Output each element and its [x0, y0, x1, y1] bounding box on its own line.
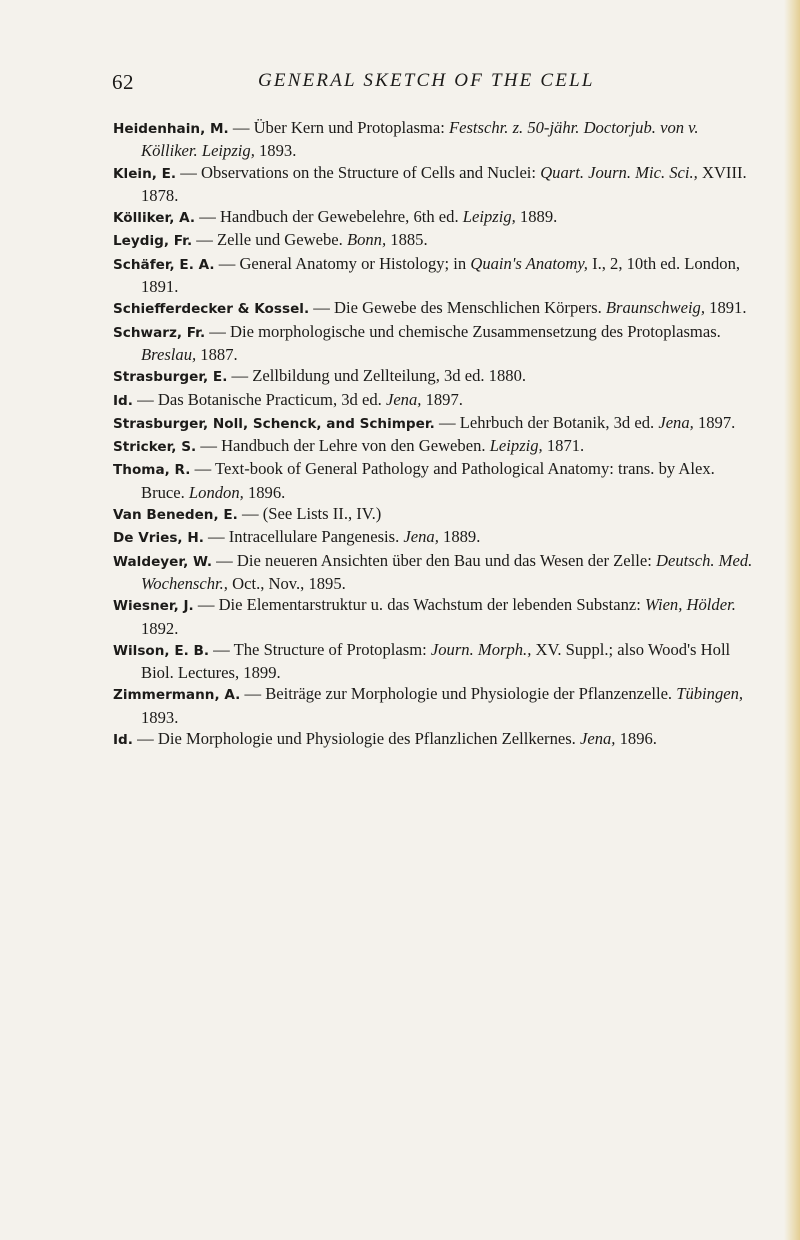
- reference-text: Handbuch der Lehre von den Geweben.: [221, 436, 490, 456]
- reference-separator: —: [132, 389, 158, 409]
- reference-author: Zimmermann, A.: [113, 687, 241, 704]
- reference-separator: —: [227, 366, 253, 386]
- reference-publication: Jena,: [579, 729, 616, 749]
- reference-separator: —: [228, 118, 254, 137]
- page-header: [0, 70, 800, 100]
- reference-publication: Quain's Anatomy,: [470, 253, 588, 273]
- reference-text: Die Elementarstruktur u. das Wachstum der lebenden Substanz:: [218, 595, 646, 615]
- reference-rest: 1889.: [438, 527, 481, 547]
- reference-separator: —: [196, 436, 222, 456]
- reference-publication: Jena,: [658, 412, 694, 432]
- reference-text: Beiträge zur Morphologie und Physiologie der Pflanzenzelle.: [265, 684, 677, 704]
- reference-text: (See Lists II., IV.): [262, 504, 382, 524]
- reference-publication: Tübingen,: [676, 684, 744, 704]
- reference-rest: 1891.: [705, 298, 747, 318]
- reference-text: Die Gewebe des Menschlichen Körpers.: [334, 298, 606, 318]
- reference-text: General Anatomy or Histology; in: [239, 253, 471, 273]
- reference-rest: 1887.: [196, 344, 238, 364]
- reference-rest: 1896.: [243, 482, 286, 502]
- reference-separator: —: [240, 684, 266, 704]
- reference-author: Id.: [113, 392, 133, 409]
- reference-author: Stricker, S.: [113, 439, 197, 456]
- reference-separator: —: [190, 459, 216, 479]
- reference-publication: Leipzig,: [489, 436, 543, 456]
- reference-publication: Breslau,: [141, 344, 197, 364]
- reference-author: Wilson, E. B.: [113, 642, 210, 659]
- reference-publication: Jena,: [385, 389, 422, 409]
- reference-author: Wiesner, J.: [113, 598, 194, 615]
- reference-rest: Oct., Nov., 1895.: [227, 573, 346, 593]
- reference-entry: [113, 526, 758, 549]
- reference-separator: —: [205, 321, 231, 341]
- reference-text: Die morphologische und chemische Zusammensetzung des Protoplasmas.: [230, 321, 721, 341]
- reference-rest: 1897.: [421, 389, 463, 409]
- reference-author: Thoma, R.: [113, 462, 191, 479]
- reference-entry: [113, 253, 758, 298]
- reference-rest: 1892.: [141, 618, 179, 638]
- reference-text: The Structure of Protoplasm:: [233, 639, 431, 659]
- reference-text: Die neueren Ansichten über den Bau und das Wesen der Zelle:: [236, 550, 656, 570]
- reference-text: Text-book of General Pathology and Pathological Anatomy: trans. by Alex. Bruce.: [141, 459, 715, 502]
- reference-publication: Deutsch. Med. Wochenschr.,: [141, 550, 753, 593]
- reference-author: Schwarz, Fr.: [113, 324, 206, 341]
- reference-entry: [113, 458, 758, 503]
- reference-publication: Festschr. z. 50-jähr. Doctorjub. von v. Kölliker. Leipzig,: [141, 118, 699, 161]
- running-head: GENERAL SKETCH OF THE CELL: [258, 70, 595, 91]
- reference-entry: [113, 389, 758, 412]
- reference-entry: [113, 117, 758, 162]
- reference-rest: XV. Suppl.; also Wood's Holl Biol. Lectures, 1899.: [141, 639, 731, 683]
- reference-publication: Quart. Journ. Mic. Sci.,: [540, 162, 698, 182]
- reference-separator: —: [237, 504, 263, 524]
- reference-entry: [113, 728, 758, 751]
- reference-author: Waldeyer, W.: [113, 553, 213, 570]
- reference-author: Van Beneden, E.: [113, 507, 238, 524]
- reference-text: Zelle und Gewebe.: [217, 230, 347, 250]
- reference-entry: [113, 297, 758, 320]
- reference-author: Schäfer, E. A.: [113, 256, 215, 273]
- reference-author: Strasburger, Noll, Schenck, and Schimper.: [113, 415, 435, 432]
- reference-separator: —: [434, 412, 460, 432]
- reference-text: Lehrbuch der Botanik, 3d ed.: [459, 412, 659, 432]
- reference-entry: [113, 550, 758, 595]
- reference-publication: Leipzig,: [462, 207, 516, 227]
- reference-entry: [113, 321, 758, 366]
- reference-publication: Braunschweig,: [605, 298, 705, 318]
- reference-text: Observations on the Structure of Cells and Nuclei:: [201, 162, 541, 182]
- reference-rest: 1889.: [515, 207, 558, 227]
- reference-separator: —: [192, 230, 217, 250]
- reference-separator: —: [203, 527, 229, 547]
- reference-author: De Vries, H.: [113, 530, 204, 547]
- reference-rest: 1897.: [693, 412, 736, 432]
- reference-publication: Wien, Hölder.: [645, 595, 736, 615]
- reference-publication: Journ. Morph.,: [430, 639, 532, 659]
- page-edge: [784, 0, 800, 1240]
- reference-author: Klein, E.: [113, 165, 177, 182]
- reference-entry: [113, 206, 758, 229]
- reference-publication: Jena,: [403, 527, 439, 547]
- reference-separator: —: [132, 729, 158, 749]
- reference-entry: [113, 162, 758, 207]
- reference-author: Strasburger, E.: [113, 369, 228, 386]
- reference-author: Schiefferdecker & Kossel.: [113, 301, 310, 318]
- reference-publication: London,: [188, 482, 244, 502]
- reference-rest: I., 2, 10th ed. London, 1891.: [141, 253, 741, 297]
- reference-entry: [113, 229, 758, 252]
- reference-rest: 1885.: [386, 230, 428, 250]
- reference-publication: Bonn,: [346, 230, 387, 250]
- reference-author: Id.: [113, 732, 133, 749]
- reference-author: Leydig, Fr.: [113, 233, 193, 250]
- reference-rest: 1871.: [542, 436, 585, 456]
- reference-text: Handbuch der Gewebelehre, 6th ed.: [219, 207, 463, 227]
- reference-separator: —: [193, 595, 219, 615]
- reference-rest: XVIII. 1878.: [141, 162, 747, 205]
- reference-separator: —: [214, 253, 240, 273]
- reference-entry: [113, 365, 758, 388]
- reference-entry: [113, 594, 758, 639]
- reference-separator: —: [176, 162, 201, 182]
- page-number: 62: [112, 70, 134, 94]
- reference-separator: —: [209, 639, 234, 659]
- reference-entry: [113, 683, 758, 728]
- reference-rest: 1893.: [254, 141, 297, 161]
- reference-author: Kölliker, A.: [113, 210, 196, 227]
- reference-author: Heidenhain, M.: [113, 121, 229, 137]
- reference-separator: —: [212, 550, 237, 570]
- reference-text: Die Morphologie und Physiologie des Pflanzlichen Zellkernes.: [157, 729, 580, 749]
- reference-separator: —: [195, 207, 220, 227]
- reference-entry: [113, 435, 758, 458]
- reference-rest: 1896.: [615, 729, 657, 749]
- reference-text: Intracellulare Pangenesis.: [228, 527, 404, 547]
- bibliography-list: [113, 117, 758, 751]
- reference-entry: [113, 412, 758, 435]
- reference-entry: [113, 503, 758, 526]
- reference-rest: 1893.: [141, 707, 179, 727]
- reference-entry: [113, 639, 758, 684]
- reference-text: Zellbildung und Zellteilung, 3d ed. 1880.: [252, 366, 527, 386]
- reference-text: Über Kern und Protoplasma:: [253, 118, 449, 137]
- reference-text: Das Botanische Practicum, 3d ed.: [157, 389, 386, 409]
- reference-separator: —: [309, 298, 335, 318]
